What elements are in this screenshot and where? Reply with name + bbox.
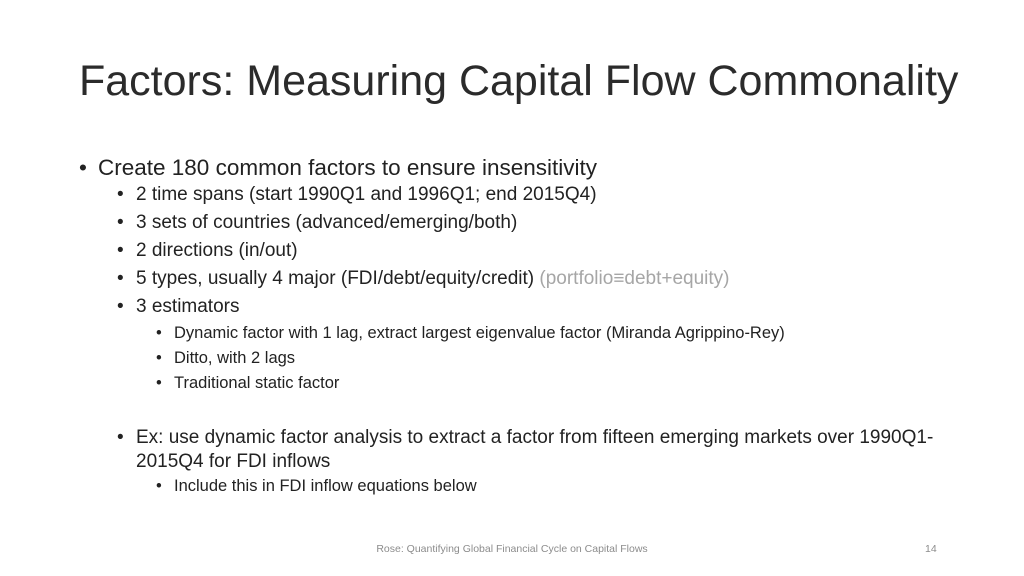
bullet-estimator-static: • Traditional static factor <box>155 371 959 396</box>
bullet-example-include: • Include this in FDI inflow equations below <box>155 474 959 499</box>
bullet-list <box>79 154 959 499</box>
bullet-country-sets: • 3 sets of countries (advanced/emerging/both) <box>117 209 959 237</box>
bullet-estimators: • 3 estimators <box>117 293 959 321</box>
slide-footer: Rose: Quantifying Global Financial Cycle on Capital Flows <box>376 543 648 555</box>
bullet-types-note: (portfolio≡debt+equity) <box>539 268 730 289</box>
slide-title: Factors: Measuring Capital Flow Commonality <box>79 57 959 105</box>
bullet-time-spans: • 2 time spans (start 1990Q1 and 1996Q1; end 2015Q4) <box>117 181 959 209</box>
bullet-create-factors: • Create 180 common factors to ensure insensitivity <box>79 154 959 181</box>
bullet-types-text: 5 types, usually 4 major (FDI/debt/equity/credit) <box>136 268 540 289</box>
bullet-directions: • 2 directions (in/out) <box>117 237 959 265</box>
spacer <box>79 396 959 426</box>
bullet-estimator-dynamic-1-lag: • Dynamic factor with 1 lag, extract largest eigenvalue factor (Miranda Agrippino-Rey) <box>155 321 959 346</box>
page-number: 14 <box>925 543 937 555</box>
bullet-estimator-dynamic-2-lags: • Ditto, with 2 lags <box>155 346 959 371</box>
bullet-types <box>117 265 959 293</box>
bullet-example: • Ex: use dynamic factor analysis to extract a factor from fifteen emerging markets over 1990Q1-2015Q4 for FDI inflows <box>117 426 959 474</box>
